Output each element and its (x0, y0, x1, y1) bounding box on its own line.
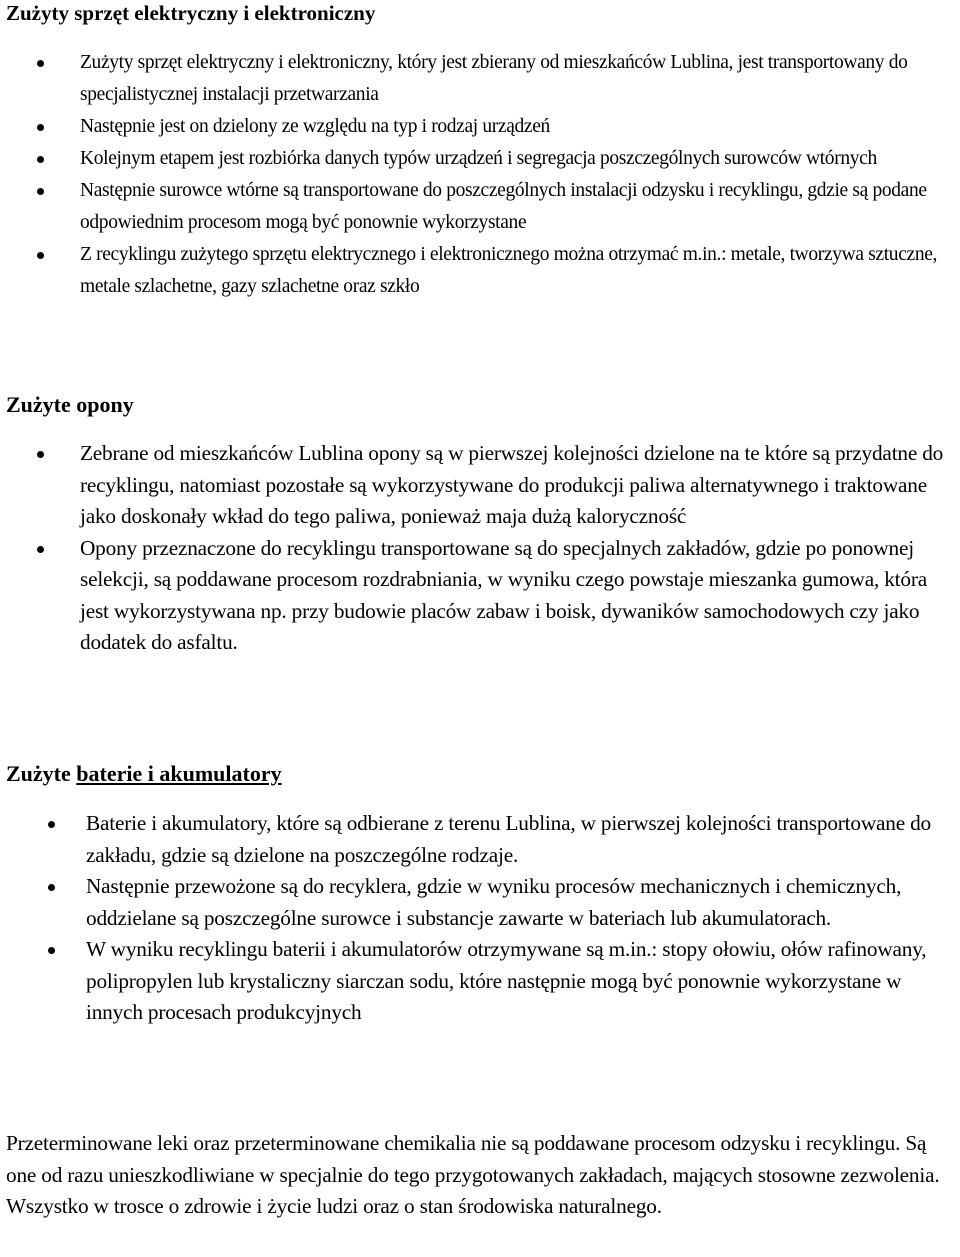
bullet-icon (37, 252, 44, 259)
heading-underlined: baterie i akumulatory (76, 761, 282, 786)
bullet-icon (37, 451, 44, 458)
closing-paragraph: Przeterminowane leki oraz przeterminowane chemikalia nie są poddawane procesom odzysku i recyklingu. Są one od razu unieszkodliwiane w specjalnie do tego przygotowanych zakładach, mających stosowne zezwolenia. Wszystko w trosce o zdrowie i życie ludzi oraz o stan środowiska naturalnego. (6, 1131, 940, 1218)
bullet-icon (48, 947, 55, 954)
bullet-list-tires (80, 438, 960, 659)
bullet-list-electronics (80, 47, 958, 303)
list-item: Następnie surowce wtórne są transportowane do poszczególnych instalacji odzysku i recyklingu, gdzie są podane odpowiednim procesom mogą być ponownie wykorzystane (80, 175, 958, 239)
list-item: Z recyklingu zużytego sprzętu elektrycznego i elektronicznego można otrzymać m.in.: metale, tworzywa sztuczne, metale szlachetne, gazy szlachetne oraz szkło (80, 239, 958, 303)
bullet-icon (37, 156, 44, 163)
bullet-icon (37, 188, 44, 195)
list-item: W wyniku recyklingu baterii i akumulatorów otrzymywane są m.in.: stopy ołowiu, ołów rafinowany, polipropylen lub krystaliczny siarczan sodu, które następnie mogą być ponownie wykorzystane w innych procesach produkcyjnych (86, 934, 960, 1029)
list-item: Następnie przewożone są do recyklera, gdzie w wyniku procesów mechanicznych i chemicznych, oddzielane są poszczególne surowce i substancje zawarte w bateriach lub akumulatorach. (86, 871, 960, 934)
list-item: Zużyty sprzęt elektryczny i elektroniczny, który jest zbierany od mieszkańców Lublina, jest transportowany do specjalistycznej instalacji przetwarzania (80, 47, 958, 111)
list-item: Baterie i akumulatory, które są odbierane z terenu Lublina, w pierwszej kolejności transportowane do zakładu, gdzie są dzielone na poszczególne rodzaje. (86, 808, 960, 871)
list-item: Opony przeznaczone do recyklingu transportowane są do specjalnych zakładów, gdzie po ponownej selekcji, są poddawane procesom rozdrabniania, w wyniku czego powstaje mieszanka gumowa, która jest wykorzystywana np. przy budowie placów zabaw i boisk, dywaników samochodowych czy jako dodatek do asfaltu. (80, 533, 960, 659)
heading-prefix: Zużyte (6, 761, 77, 786)
bullet-icon (37, 124, 44, 131)
bullet-icon (37, 60, 44, 67)
section-heading-electronics: Zużyty sprzęt elektryczny i elektroniczny (6, 1, 376, 25)
bullet-icon (48, 884, 55, 891)
list-item: Zebrane od mieszkańców Lublina opony są w pierwszej kolejności dzielone na te które są przydatne do recyklingu, natomiast pozostałe są wykorzystywane do produkcji paliwa alternatywnego i traktowane jako doskonały wkład do tego paliwa, ponieważ maja dużą kaloryczność (80, 438, 960, 533)
bullet-icon (37, 546, 44, 553)
section-heading-batteries (6, 760, 282, 788)
bullet-list-batteries (86, 808, 960, 1029)
list-item: Kolejnym etapem jest rozbiórka danych typów urządzeń i segregacja poszczególnych surowców wtórnych (80, 143, 958, 175)
section-heading-tires: Zużyte opony (6, 392, 134, 417)
list-item: Następnie jest on dzielony ze względu na typ i rodzaj urządzeń (80, 111, 958, 143)
bullet-icon (48, 821, 55, 828)
